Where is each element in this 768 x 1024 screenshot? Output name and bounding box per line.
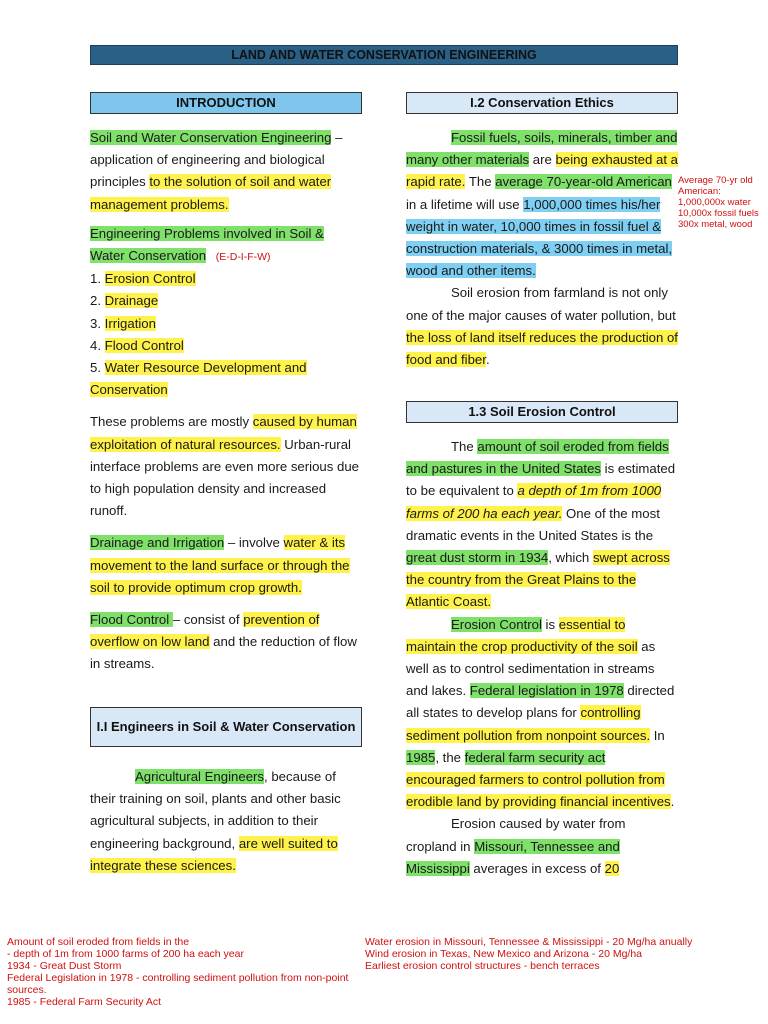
problems-heading: Engineering Problems involved in Soil & Water Conservation [90, 225, 324, 264]
problem-list-item: 3. Irrigation [90, 315, 156, 331]
engineers-section [90, 766, 362, 877]
problem-list-item: 1. Erosion Control [90, 271, 196, 287]
note-line: Amount of soil eroded from fields in the [7, 936, 190, 948]
bottom-right-note [365, 936, 765, 972]
erosion-paragraph-1: The amount of soil eroded from fields and pastures in the United States is estimated to be equivalent to a depth of 1m from 1000 farms of 200 ha each year. One of the most dramatic events in the United States is the great dust storm in 1934, which swept across the country from the Great Plains to the Atlantic Coast. [406, 439, 676, 610]
document-title: LAND AND WATER CONSERVATION ENGINEERING [90, 45, 678, 65]
introduction-heading: INTRODUCTION [90, 92, 362, 114]
drainage-paragraph: Drainage and Irrigation – involve water & its movement to the land surface or through the soil to provide optimum crop growth. [90, 535, 350, 595]
engineers-paragraph: Agricultural Engineers, because of their training on soil, plants and other basic agricultural subjects, in addition to their engineering background, are well suited to integrate these sciences. [90, 769, 341, 873]
definition-paragraph [90, 127, 362, 216]
erosion-heading: 1.3 Soil Erosion Control [406, 401, 678, 423]
problem-list-item: 2. Drainage [90, 293, 159, 309]
note-line: Wind erosion in Texas, New Mexico and Arizona - 20 Mg/ha [365, 948, 643, 960]
definition-term: Soil and Water Conservation Engineering [90, 130, 332, 145]
engineers-heading: I.I Engineers in Soil & Water Conservation [90, 707, 362, 747]
ethics-paragraph-2: Soil erosion from farmland is not only one of the major causes of water pollution, but the loss of land itself reduces the production of food and fiber. [406, 285, 678, 368]
ethics-section [406, 127, 678, 371]
side-note [678, 175, 766, 230]
ethics-paragraph-1: Fossil fuels, soils, minerals, timber and many other materials are being exhausted at a rapid rate. The average 70-year-old American in a lifetime will use 1,000,000 times his/her weight in water, 10,000 times in fossil fuel & construction materials, & 3000 times in metal, wood and other items. [406, 130, 678, 279]
side-note-line: 10,000x fossil fuels [678, 208, 759, 219]
erosion-paragraph-2: Erosion Control is essential to maintain the crop productivity of the soil as well as to control sedimentation in streams and lakes. Federal legislation in 1978 directed all states to develop plans for controlling sediment pollution from nonpoint sources. In 1985, the federal farm security act encouraged farmers to control pollution from erodible land by providing financial incentives. [406, 616, 675, 810]
left-column [90, 127, 362, 676]
ethics-heading: I.2 Conservation Ethics [406, 92, 678, 114]
problems-paragraph [90, 223, 362, 402]
flood-control-paragraph: Flood Control – consist of prevention of overflow on low land and the reduction of flow in streams. [90, 612, 357, 672]
side-note-line: 1,000,000x water [678, 197, 751, 208]
erosion-paragraph-3: Erosion caused by water from cropland in Missouri, Tennessee and Mississippi averages in excess of 20 [406, 816, 626, 876]
definition-highlight: to the solution of soil and water management problems. [90, 174, 332, 212]
problem-list-item: 4. Flood Control [90, 337, 184, 353]
problems-code: (E-D-I-F-W) [215, 251, 271, 264]
note-line: Water erosion in Missouri, Tennessee & Mississippi - 20 Mg/ha anually [365, 936, 693, 948]
note-line: Earliest erosion control structures - bench terraces [365, 960, 600, 972]
note-line: 1985 - Federal Farm Security Act [7, 996, 162, 1008]
erosion-section [406, 436, 678, 880]
side-note-line: Average 70-yr old American: [678, 175, 753, 197]
problems-cause-paragraph: These problems are mostly caused by human exploitation of natural resources. Urban-rural interface problems are even more serious due to high population density and increased runoff. [90, 414, 360, 519]
side-note-line: 300x metal, wood [678, 219, 753, 230]
definition-text: – application of engineering and biological principles [90, 130, 343, 190]
note-line: 1934 - Great Dust Storm [7, 960, 122, 972]
note-line: - depth of 1m from 1000 farms of 200 ha each year [7, 948, 244, 960]
note-line: Federal Legislation in 1978 - controlling sediment pollution from non-point sources. [7, 972, 349, 996]
problem-list-item: 5. Water Resource Development and Conservation [90, 360, 307, 398]
bottom-left-note [7, 936, 355, 1008]
